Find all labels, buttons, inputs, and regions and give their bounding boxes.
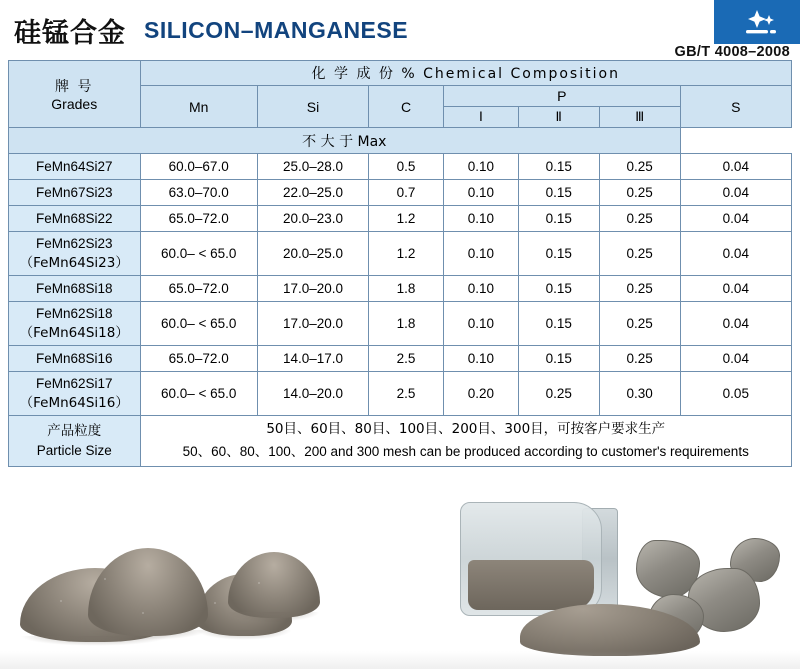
cell-grade-alias: （FeMn64Si23）	[19, 254, 129, 271]
jar-contents	[468, 560, 594, 610]
cell-s: 0.04	[680, 232, 791, 276]
table-body	[9, 154, 792, 467]
table-row	[9, 346, 792, 372]
header-chemical-composition: 化 学 成 份 % Chemical Composition	[140, 61, 792, 86]
cell-grade: FeMn68Si16	[9, 346, 141, 372]
cell-grade: FeMn68Si22	[9, 206, 141, 232]
page-title-chinese: 硅锰合金	[14, 17, 126, 49]
cell-p2: 0.15	[518, 346, 599, 372]
cell-p3: 0.25	[599, 206, 680, 232]
cell-c: 2.5	[369, 372, 444, 416]
specification-table-wrapper	[0, 60, 800, 467]
product-photo-strip	[0, 482, 800, 669]
table-row	[9, 180, 792, 206]
cell-p3: 0.25	[599, 180, 680, 206]
cell-p1: 0.10	[443, 180, 518, 206]
particle-size-value-cn: 50目、60目、80目、100目、200目、300目，可按客户要求生产	[266, 421, 666, 438]
cell-s: 0.04	[680, 206, 791, 232]
cell-si: 17.0–20.0	[257, 302, 368, 346]
cell-p1: 0.10	[443, 232, 518, 276]
cell-si: 25.0–28.0	[257, 154, 368, 180]
granule-speck	[104, 578, 106, 580]
header-p: P	[443, 86, 680, 107]
cell-s: 0.04	[680, 302, 791, 346]
cell-p1: 0.10	[443, 302, 518, 346]
cell-si: 22.0–25.0	[257, 180, 368, 206]
header-p-ii: Ⅱ	[518, 107, 599, 128]
cell-p3: 0.25	[599, 276, 680, 302]
cell-c: 1.8	[369, 276, 444, 302]
specification-table	[8, 60, 792, 467]
cell-grade: FeMn68Si18	[9, 276, 141, 302]
cell-c: 0.5	[369, 154, 444, 180]
photo-floor-shadow	[0, 651, 400, 669]
cell-grade: FeMn64Si27	[9, 154, 141, 180]
cell-p1: 0.20	[443, 372, 518, 416]
header-mn: Mn	[140, 86, 257, 128]
cell-s: 0.04	[680, 346, 791, 372]
cell-mn: 65.0–72.0	[140, 206, 257, 232]
particle-size-label	[9, 416, 141, 467]
header-p-i: Ⅰ	[443, 107, 518, 128]
cell-p3: 0.25	[599, 346, 680, 372]
particle-size-label-cn: 产品粒度	[47, 423, 102, 440]
cell-mn: 60.0– < 65.0	[140, 302, 257, 346]
cell-c: 1.8	[369, 302, 444, 346]
table-row	[9, 276, 792, 302]
header-grades-en: Grades	[51, 96, 98, 112]
cell-c: 1.2	[369, 206, 444, 232]
table-row	[9, 154, 792, 180]
cell-p2: 0.25	[518, 372, 599, 416]
granule-speck	[214, 602, 216, 604]
granule-speck	[258, 582, 260, 584]
cell-mn: 60.0–67.0	[140, 154, 257, 180]
cell-grade-primary: FeMn62Si23	[35, 236, 113, 251]
table-row	[9, 206, 792, 232]
cell-c: 2.5	[369, 346, 444, 372]
cell-p3: 0.25	[599, 302, 680, 346]
cell-p2: 0.15	[518, 206, 599, 232]
header-grades-cn: 牌 号	[55, 79, 94, 95]
cell-grade-alias: （FeMn64Si16）	[19, 394, 129, 411]
cell-grade	[9, 372, 141, 416]
cell-mn: 65.0–72.0	[140, 346, 257, 372]
cell-mn: 65.0–72.0	[140, 276, 257, 302]
table-row	[9, 302, 792, 346]
cell-mn: 60.0– < 65.0	[140, 372, 257, 416]
cell-mn: 60.0– < 65.0	[140, 232, 257, 276]
cell-p2: 0.15	[518, 180, 599, 206]
cell-grade-alias: （FeMn64Si18）	[19, 324, 129, 341]
header-p-iii: Ⅲ	[599, 107, 680, 128]
cell-p3: 0.25	[599, 232, 680, 276]
cell-grade: FeMn67Si23	[9, 180, 141, 206]
cell-c: 0.7	[369, 180, 444, 206]
page-title-english: SILICON–MANGANESE	[144, 16, 409, 43]
cell-s: 0.05	[680, 372, 791, 416]
cell-grade	[9, 232, 141, 276]
cell-p1: 0.10	[443, 206, 518, 232]
photo-floor-shadow	[400, 651, 800, 669]
cell-si: 20.0–23.0	[257, 206, 368, 232]
cell-mn: 63.0–70.0	[140, 180, 257, 206]
cell-s: 0.04	[680, 180, 791, 206]
cell-grade	[9, 302, 141, 346]
header-c: C	[369, 86, 444, 128]
photo-granule-heaps	[0, 482, 400, 669]
header-si: Si	[257, 86, 368, 128]
particle-size-value-en: 50、60、80、100、200 and 300 mesh can be produced according to customer's requirements	[182, 444, 749, 460]
cell-p1: 0.10	[443, 276, 518, 302]
header-max-row: 不 大 于 Max	[9, 128, 681, 154]
company-logo	[714, 0, 800, 44]
particle-size-label-en: Particle Size	[36, 443, 112, 459]
cell-p2: 0.15	[518, 154, 599, 180]
cell-p2: 0.15	[518, 276, 599, 302]
cell-p1: 0.10	[443, 154, 518, 180]
header-s: S	[680, 86, 791, 128]
cell-p3: 0.25	[599, 154, 680, 180]
table-row	[9, 232, 792, 276]
cell-grade-primary: FeMn62Si18	[35, 306, 113, 322]
cell-si: 14.0–20.0	[257, 372, 368, 416]
granule-heap	[228, 552, 320, 618]
cell-s: 0.04	[680, 276, 791, 302]
photo-jar-and-lumps	[400, 482, 800, 669]
cell-p1: 0.10	[443, 346, 518, 372]
cell-si: 20.0–25.0	[257, 232, 368, 276]
cell-si: 14.0–17.0	[257, 346, 368, 372]
sparkle-logo-icon	[732, 7, 782, 37]
cell-c: 1.2	[369, 232, 444, 276]
page-header	[0, 0, 800, 60]
granule-heap	[88, 548, 208, 636]
cell-p2: 0.15	[518, 302, 599, 346]
particle-size-value	[140, 416, 792, 467]
header-grades	[9, 61, 141, 128]
particle-size-row	[9, 416, 792, 467]
cell-p3: 0.30	[599, 372, 680, 416]
granule-speck	[142, 612, 144, 614]
cell-grade-primary: FeMn62Si17	[35, 376, 113, 392]
table-row	[9, 372, 792, 416]
granule-speck	[60, 600, 62, 602]
cell-s: 0.04	[680, 154, 791, 180]
cell-si: 17.0–20.0	[257, 276, 368, 302]
cell-p2: 0.15	[518, 232, 599, 276]
standard-code: GB/T 4008–2008	[674, 44, 790, 60]
